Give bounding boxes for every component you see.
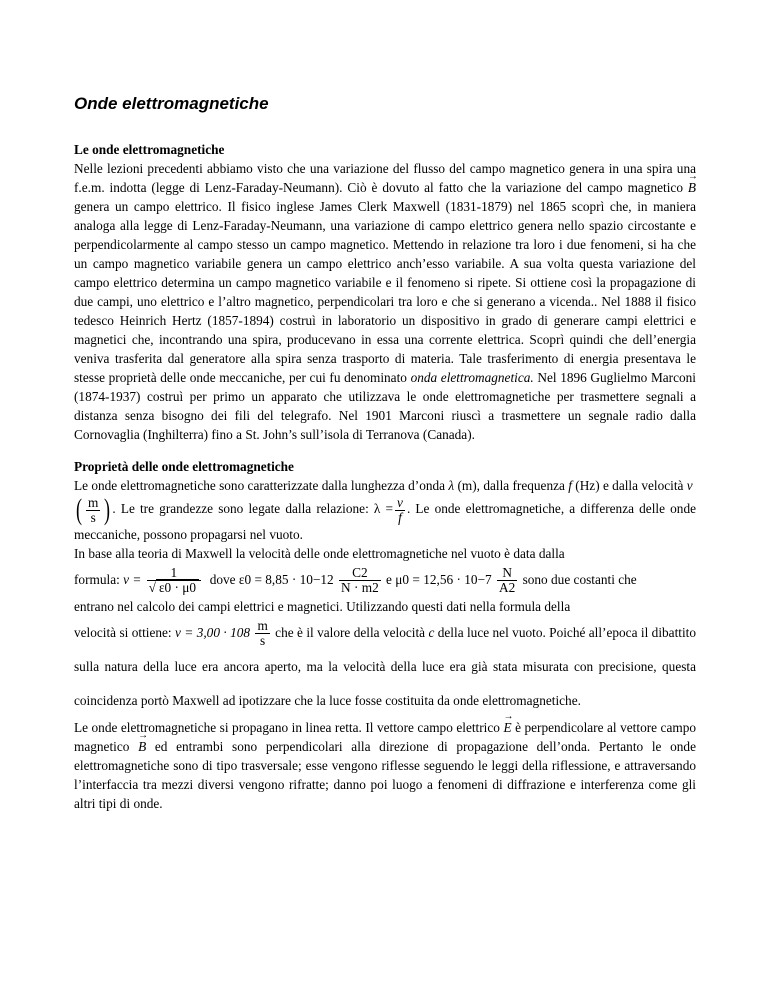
- page-title: Onde elettromagnetiche: [74, 94, 269, 113]
- paragraph: In base alla teoria di Maxwell la velocità delle onde elettromagnetiche nel vuoto è data dalla: [74, 546, 565, 561]
- unit-fraction: $\frac{m}{s}$: [88, 494, 99, 525]
- vector-b-symbol: → B: [688, 178, 696, 197]
- paragraph: velocità si ottiene: v = 3,00 · 108 $\frac{m}{s}$ che è il valore della velocità c della luce nel vuoto. Poiché all’epoca il dibattito sulla natura della luce era ancora aperto, ma la velocità della luce era già stata misurata con precisione, questa coincidenza portò Maxwell ad ipotizzare che la luce fosse costituita da onde elettromagnetiche.: [74, 618, 696, 708]
- mu-unit: $\frac{N}{A2}$: [498, 565, 516, 596]
- section-properties: [74, 457, 696, 813]
- speed-unit: $\frac{m}{s}$: [257, 618, 268, 649]
- formula-line: formula: v = $\frac{1}{√ \varepsilon 0 \cdot \mu 0}$ dove ε0 = 8,85 · 10−12 $\frac{C2}{N \cdot m2}$ e μ0 = 12,56 · 10−7 $\frac{N}{A2}$ sono due costanti che: [74, 565, 637, 596]
- paragraph: entrano nel calcolo dei campi elettrici e magnetici. Utilizzando questi dati nella formula della: [74, 599, 571, 614]
- section-heading: Proprietà delle onde elettromagnetiche: [74, 459, 294, 474]
- section-heading: Le onde elettromagnetiche: [74, 142, 225, 157]
- section-intro: [74, 140, 696, 444]
- vector-e-symbol: → E: [503, 718, 511, 737]
- vector-b-symbol: → B: [138, 737, 146, 756]
- paragraph: Le onde elettromagnetiche si propagano in linea retta. Il vettore campo elettrico → E è perpendicolare al vettore campo magnetico → B ed entrambi sono perpendicolari alla direzione di propagazione dell’onda. Pertanto le onde elettromagnetiche sono di tipo trasversale; esse vengono riflesse seguendo le leggi della riflessione, e attraversando l’interfaccia tra mezzi diversi vengono rifratte; danno poi luogo a fenomeni di diffrazione e interferenza come gli altri tipi di onde.: [74, 718, 696, 813]
- relation-fraction: $\frac{v}{f}$: [397, 494, 403, 525]
- eps-unit: $\frac{C2}{N \cdot m2}$: [341, 565, 379, 596]
- paragraph: Le onde elettromagnetiche sono caratterizzate dalla lunghezza d’onda λ (m), dalla frequenza f (Hz) e dalla velocità v ( $\frac{m}{s}$ ) . Le tre grandezze sono legate dalla relazione: λ = $\frac{v}{f}$ . Le onde elettromagnetiche, a differenza delle onde meccaniche, possono propagarsi nel vuoto.: [74, 478, 696, 542]
- paragraph: Nelle lezioni precedenti abbiamo visto che una variazione del flusso del campo magnetico genera in una spira una f.e.m. indotta (legge di Lenz-Faraday-Neumann). Ciò è dovuto al fatto che la variazione del campo magnetico → B genera un campo elettrico. Il fisico inglese James Clerk Maxwell (1831-1879) nel 1865 scoprì che, in maniera analoga alla legge di Lenz-Faraday-Neumann, una variazione di campo elettrico genera nello spazio circostante e perpendicolarmente al campo stesso un campo magnetico. Mettendo in relazione tra loro i due fenomeni, si ha che un campo magnetico variabile genera un campo elettrico anch’esso variabile. A sua volta questa variazione del campo elettrico determina un campo magnetico variabile e il fenomeno si ripete. Si ottiene così la propagazione di due campi, uno elettrico e l’altro magnetico, perpendicolari tra loro e che si generano a vicenda.. Nel 1888 il fisico tedesco Heinrich Hertz (1857-1894) costruì in laboratorio un dispositivo in grado di generare campi elettrici e magnetici che, incontrando una spira, producevano in essa una corrente elettrica. Scoprì quindi che dell’energia veniva trasferita dal generatore alla spira senza trasporto di materia. Tale trasferimento di energia presentava le stesse proprietà delle onde meccaniche, per cui fu denominato onda elettromagnetica. Nel 1896 Guglielmo Marconi (1874-1937) costruì per primo un apparato che utilizzava le onde elettromagnetiche per trasmettere segnali a distanza senza bisogno dei fili del telegrafo. Nel 1901 Marconi riuscì a trasmettere un segnale radio dalla Cornovaglia (Inghilterra) fino a St. John’s sull’isola di Terranova (Canada).: [74, 159, 696, 444]
- maxwell-formula: $\frac{1}{√ \varepsilon 0 \cdot \mu 0}$: [147, 566, 201, 595]
